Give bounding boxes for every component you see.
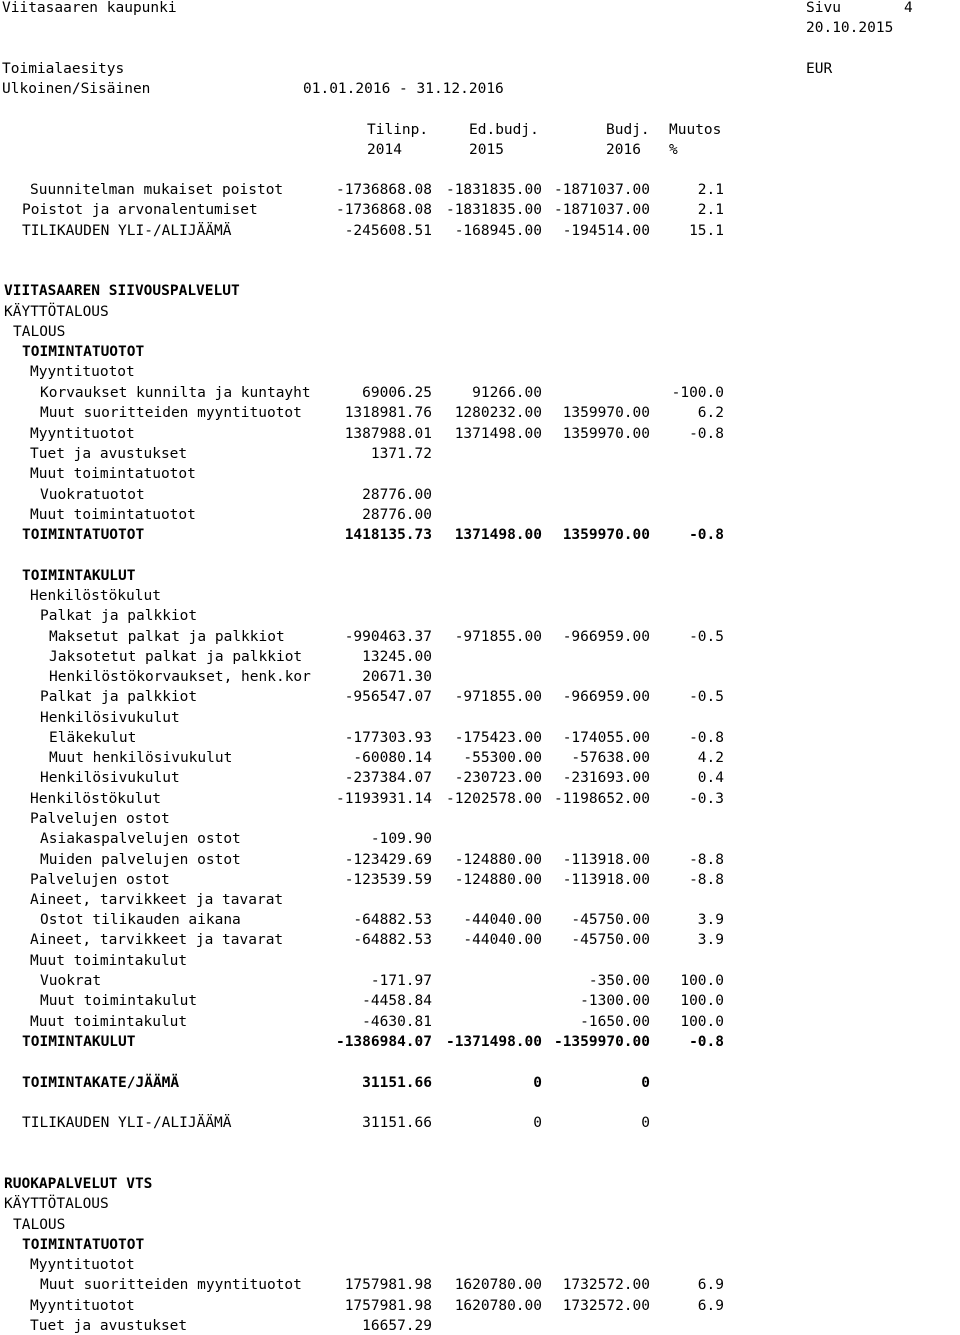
table-row <box>0 344 960 361</box>
row-label: Muut henkilösivukulut <box>49 750 233 766</box>
row-label: Palkat ja palkkiot <box>40 689 198 705</box>
cell-c1: 28776.00 <box>362 507 432 523</box>
row-label: Henkilösivukulut <box>40 770 180 786</box>
table-row <box>0 791 960 808</box>
cell-c4: 100.0 <box>680 973 724 989</box>
table-row <box>0 912 960 929</box>
cell-c1: -237384.07 <box>344 770 432 786</box>
table-row <box>0 324 960 341</box>
cell-c1: -109.90 <box>370 831 432 847</box>
table-row <box>0 588 960 605</box>
row-label: TILIKAUDEN YLI-/ALIJÄÄMÄ <box>22 1115 232 1131</box>
row-label: Muiden palvelujen ostot <box>40 852 241 868</box>
table-row <box>0 507 960 524</box>
table-row <box>0 1237 960 1254</box>
cell-c2: -971855.00 <box>454 689 542 705</box>
row-label: TOIMINTATUOTOT <box>22 527 145 543</box>
cell-c3: -231693.00 <box>562 770 650 786</box>
cell-c2: -971855.00 <box>454 629 542 645</box>
cell-c2: 1280232.00 <box>454 405 542 421</box>
cell-c2: 0 <box>533 1115 542 1131</box>
table-row <box>0 730 960 747</box>
row-label: Eläkekulut <box>49 730 137 746</box>
row-label: Myyntituotot <box>30 1298 135 1314</box>
table-row <box>0 993 960 1010</box>
cell-c4: 6.9 <box>697 1298 724 1314</box>
row-label: RUOKAPALVELUT VTS <box>4 1176 153 1192</box>
cell-c1: -123429.69 <box>344 852 432 868</box>
cell-c1: -4630.81 <box>362 1014 432 1030</box>
row-label: Palkat ja palkkiot <box>40 608 198 624</box>
cell-c4: 3.9 <box>697 912 724 928</box>
row-label: Muut toimintatuotot <box>30 466 196 482</box>
row-label: Henkilöstökulut <box>30 791 161 807</box>
row-label: KÄYTTÖTALOUS <box>4 304 109 320</box>
cell-c4: 4.2 <box>697 750 724 766</box>
cell-c3: -1198652.00 <box>553 791 650 807</box>
cell-c2: 1620780.00 <box>454 1277 542 1293</box>
cell-c4: -0.8 <box>689 426 724 442</box>
row-label: Jaksotetut palkat ja palkkiot <box>49 649 303 665</box>
cell-c3: -194514.00 <box>562 223 650 239</box>
cell-c2: -124880.00 <box>454 872 542 888</box>
period: 01.01.2016 - 31.12.2016 <box>303 81 504 97</box>
cell-c4: 15.1 <box>689 223 724 239</box>
table-row <box>0 223 960 240</box>
cell-c1: -956547.07 <box>344 689 432 705</box>
table-row <box>0 710 960 727</box>
cell-c4: 6.9 <box>697 1277 724 1293</box>
row-label: TOIMINTAKULUT <box>22 1034 136 1050</box>
row-label: Aineet, tarvikkeet ja tavarat <box>30 932 284 948</box>
cell-c3: -45750.00 <box>571 932 650 948</box>
cell-c1: -245608.51 <box>344 223 432 239</box>
row-label: Muut toimintatuotot <box>30 507 196 523</box>
cell-c3: 1359970.00 <box>562 527 650 543</box>
table-row <box>0 1075 960 1092</box>
table-row <box>0 487 960 504</box>
table-row <box>0 1217 960 1234</box>
currency: EUR <box>806 61 833 77</box>
cell-c3: -966959.00 <box>562 689 650 705</box>
cell-c3: -1871037.00 <box>553 202 650 218</box>
cell-c4: 100.0 <box>680 1014 724 1030</box>
table-row <box>0 973 960 990</box>
cell-c1: 1757981.98 <box>344 1298 432 1314</box>
cell-c2: -1371498.00 <box>445 1034 542 1050</box>
cell-c3: -174055.00 <box>562 730 650 746</box>
row-label: TALOUS <box>13 324 66 340</box>
table-row <box>0 872 960 889</box>
row-label: Muut toimintakulut <box>40 993 198 1009</box>
row-label: Henkilöstökulut <box>30 588 161 604</box>
cell-c2: 1371498.00 <box>454 527 542 543</box>
cell-c4: -8.8 <box>689 852 724 868</box>
row-label: Tuet ja avustukset <box>30 1318 188 1334</box>
cell-c4: -8.8 <box>689 872 724 888</box>
cell-c4: 100.0 <box>680 993 724 1009</box>
cell-c2: -124880.00 <box>454 852 542 868</box>
cell-c4: -0.5 <box>689 629 724 645</box>
col-unit-percent: % <box>669 142 678 158</box>
table-row <box>0 527 960 544</box>
report-title: Toimialaesitys <box>2 61 125 77</box>
cell-c3: 0 <box>641 1115 650 1131</box>
table-row <box>0 364 960 381</box>
cell-c2: 1371498.00 <box>454 426 542 442</box>
cell-c3: 1732572.00 <box>562 1298 650 1314</box>
table-row <box>0 182 960 199</box>
cell-c4: 6.2 <box>697 405 724 421</box>
table-row <box>0 466 960 483</box>
row-label: Muut toimintakulut <box>30 1014 188 1030</box>
row-label: VIITASAAREN SIIVOUSPALVELUT <box>4 283 240 299</box>
row-label: Vuokrat <box>40 973 102 989</box>
cell-c4: -0.8 <box>689 1034 724 1050</box>
page-label: Sivu <box>806 0 841 16</box>
col-header-tilinp: Tilinp. <box>367 122 429 138</box>
cell-c4: -0.8 <box>689 527 724 543</box>
cell-c1: 1757981.98 <box>344 1277 432 1293</box>
table-row <box>0 852 960 869</box>
cell-c1: -60080.14 <box>353 750 432 766</box>
row-label: TILIKAUDEN YLI-/ALIJÄÄMÄ <box>22 223 232 239</box>
table-row <box>0 892 960 909</box>
cell-c1: 13245.00 <box>362 649 432 665</box>
row-label: Henkilöstökorvaukset, henk.kor <box>49 669 311 685</box>
cell-c2: -44040.00 <box>463 912 542 928</box>
cell-c1: -64882.53 <box>353 932 432 948</box>
row-label: Myyntituotot <box>30 426 135 442</box>
row-label: Tuet ja avustukset <box>30 446 188 462</box>
col-year-2014: 2014 <box>367 142 402 158</box>
cell-c1: -1386984.07 <box>335 1034 432 1050</box>
cell-c1: 20671.30 <box>362 669 432 685</box>
table-row <box>0 811 960 828</box>
cell-c4: -100.0 <box>671 385 724 401</box>
table-row <box>0 1277 960 1294</box>
row-label: TALOUS <box>13 1217 66 1233</box>
row-label: TOIMINTATUOTOT <box>22 1237 145 1253</box>
cell-c4: -0.5 <box>689 689 724 705</box>
cell-c2: -1831835.00 <box>445 202 542 218</box>
table-row <box>0 629 960 646</box>
row-label: Maksetut palkat ja palkkiot <box>49 629 285 645</box>
table-row <box>0 568 960 585</box>
cell-c3: -1359970.00 <box>553 1034 650 1050</box>
cell-c1: -1736868.08 <box>335 182 432 198</box>
cell-c1: 28776.00 <box>362 487 432 503</box>
cell-c4: -0.3 <box>689 791 724 807</box>
org-name: Viitasaaren kaupunki <box>2 0 177 16</box>
cell-c1: -123539.59 <box>344 872 432 888</box>
cell-c1: -4458.84 <box>362 993 432 1009</box>
scope: Ulkoinen/Sisäinen <box>2 81 151 97</box>
table-row <box>0 1014 960 1031</box>
cell-c2: -168945.00 <box>454 223 542 239</box>
row-label: Palvelujen ostot <box>30 811 170 827</box>
cell-c3: -1650.00 <box>580 1014 650 1030</box>
row-label: TOIMINTATUOTOT <box>22 344 145 360</box>
table-row <box>0 770 960 787</box>
table-row <box>0 1196 960 1213</box>
cell-c1: 1387988.01 <box>344 426 432 442</box>
row-label: Muut suoritteiden myyntituotot <box>40 1277 302 1293</box>
col-year-2016: 2016 <box>606 142 641 158</box>
table-row <box>0 953 960 970</box>
cell-c2: -230723.00 <box>454 770 542 786</box>
cell-c2: -55300.00 <box>463 750 542 766</box>
cell-c3: -350.00 <box>588 973 650 989</box>
cell-c3: 0 <box>641 1075 650 1091</box>
table-row <box>0 426 960 443</box>
cell-c1: -1193931.14 <box>335 791 432 807</box>
table-row <box>0 608 960 625</box>
cell-c1: 1418135.73 <box>344 527 432 543</box>
cell-c1: -177303.93 <box>344 730 432 746</box>
col-year-2015: 2015 <box>469 142 504 158</box>
table-row <box>0 446 960 463</box>
table-row <box>0 1176 960 1193</box>
row-label: Muut toimintakulut <box>30 953 188 969</box>
row-label: Henkilösivukulut <box>40 710 180 726</box>
cell-c1: -990463.37 <box>344 629 432 645</box>
row-label: Suunnitelman mukaiset poistot <box>30 182 284 198</box>
cell-c4: -0.8 <box>689 730 724 746</box>
cell-c1: 1318981.76 <box>344 405 432 421</box>
cell-c3: -113918.00 <box>562 872 650 888</box>
cell-c2: 1620780.00 <box>454 1298 542 1314</box>
cell-c2: -1831835.00 <box>445 182 542 198</box>
cell-c3: -57638.00 <box>571 750 650 766</box>
cell-c1: -64882.53 <box>353 912 432 928</box>
cell-c3: -1871037.00 <box>553 182 650 198</box>
cell-c2: 0 <box>533 1075 542 1091</box>
cell-c3: 1732572.00 <box>562 1277 650 1293</box>
row-label: Asiakaspalvelujen ostot <box>40 831 241 847</box>
cell-c2: 91266.00 <box>472 385 542 401</box>
report-date: 20.10.2015 <box>806 20 894 36</box>
row-label: Poistot ja arvonalentumiset <box>22 202 258 218</box>
row-label: Myyntituotot <box>30 364 135 380</box>
cell-c1: 31151.66 <box>362 1115 432 1131</box>
table-row <box>0 304 960 321</box>
table-row <box>0 689 960 706</box>
cell-c2: -175423.00 <box>454 730 542 746</box>
cell-c3: -45750.00 <box>571 912 650 928</box>
col-header-edbudj: Ed.budj. <box>469 122 539 138</box>
cell-c1: 16657.29 <box>362 1318 432 1334</box>
table-row <box>0 932 960 949</box>
cell-c4: 3.9 <box>697 932 724 948</box>
cell-c3: -113918.00 <box>562 852 650 868</box>
table-row <box>0 831 960 848</box>
table-row <box>0 385 960 402</box>
table-row <box>0 669 960 686</box>
cell-c2: -1202578.00 <box>445 791 542 807</box>
row-label: Aineet, tarvikkeet ja tavarat <box>30 892 284 908</box>
row-label: Myyntituotot <box>30 1257 135 1273</box>
cell-c2: -44040.00 <box>463 932 542 948</box>
cell-c1: 31151.66 <box>362 1075 432 1091</box>
cell-c3: 1359970.00 <box>562 405 650 421</box>
col-header-budj: Budj. <box>606 122 650 138</box>
row-label: Ostot tilikauden aikana <box>40 912 241 928</box>
col-header-muutos: Muutos <box>669 122 722 138</box>
row-label: Korvaukset kunnilta ja kuntayht <box>40 385 311 401</box>
cell-c4: 2.1 <box>697 182 724 198</box>
cell-c1: -1736868.08 <box>335 202 432 218</box>
table-row <box>0 1034 960 1051</box>
table-row <box>0 405 960 422</box>
table-row <box>0 283 960 300</box>
page-number: 4 <box>904 0 913 16</box>
table-row <box>0 1257 960 1274</box>
row-label: TOIMINTAKATE/JÄÄMÄ <box>22 1075 180 1091</box>
table-row <box>0 649 960 666</box>
table-row <box>0 202 960 219</box>
row-label: TOIMINTAKULUT <box>22 568 136 584</box>
cell-c4: 2.1 <box>697 202 724 218</box>
table-row <box>0 750 960 767</box>
cell-c1: 69006.25 <box>362 385 432 401</box>
cell-c3: 1359970.00 <box>562 426 650 442</box>
table-row <box>0 1298 960 1315</box>
table-row <box>0 1318 960 1335</box>
cell-c1: -171.97 <box>370 973 432 989</box>
cell-c1: 1371.72 <box>370 446 432 462</box>
cell-c4: 0.4 <box>697 770 724 786</box>
row-label: KÄYTTÖTALOUS <box>4 1196 109 1212</box>
cell-c3: -1300.00 <box>580 993 650 1009</box>
row-label: Palvelujen ostot <box>30 872 170 888</box>
row-label: Muut suoritteiden myyntituotot <box>40 405 302 421</box>
row-label: Vuokratuotot <box>40 487 145 503</box>
cell-c3: -966959.00 <box>562 629 650 645</box>
table-row <box>0 1115 960 1132</box>
